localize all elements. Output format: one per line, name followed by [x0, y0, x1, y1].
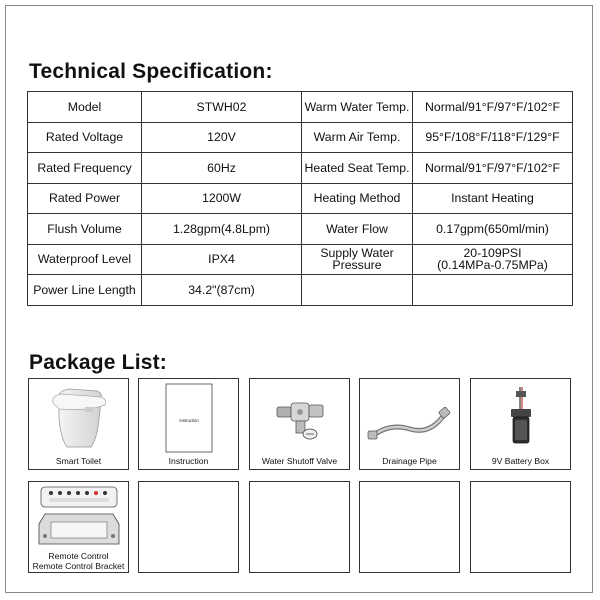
toilet-icon — [29, 379, 128, 459]
spec-row — [28, 244, 573, 275]
spec-row — [28, 92, 573, 123]
package-item-water-shutoff-valve — [249, 378, 350, 470]
package-item-label: Drainage Pipe — [382, 455, 437, 466]
spec-value-cell: 1.28gpm(4.8Lpm) — [142, 214, 302, 245]
spec-value-cell: 0.17gpm(650ml/min) — [413, 214, 573, 245]
package-item-9v-battery-box — [470, 378, 571, 470]
package-item-remote-control — [28, 481, 129, 573]
package-heading: Package List: — [29, 351, 167, 374]
package-item-label: 9V Battery Box — [491, 455, 550, 466]
spec-row — [28, 275, 573, 306]
package-item-empty — [138, 481, 239, 573]
spec-value-cell: 1200W — [142, 183, 302, 214]
spec-value-cell: Normal/91°F/97°F/102°F — [413, 153, 573, 184]
spec-label-cell: Heated Seat Temp. — [302, 153, 413, 184]
spec-value-cell: Instant Heating — [413, 183, 573, 214]
spec-row — [28, 183, 573, 214]
spec-heading: Technical Specification: — [29, 60, 273, 83]
spec-value-cell: STWH02 — [142, 92, 302, 123]
spec-value-cell — [413, 275, 573, 306]
package-item-label: Water Shutoff Valve — [261, 455, 338, 466]
pipe-icon — [360, 379, 459, 459]
spec-label-cell: Warm Water Temp. — [302, 92, 413, 123]
spec-label-cell — [302, 275, 413, 306]
spec-label-cell: Rated Voltage — [28, 122, 142, 153]
spec-table — [27, 91, 573, 306]
spec-value-cell: 60Hz — [142, 153, 302, 184]
spec-label-cell: Rated Frequency — [28, 153, 142, 184]
package-item-empty — [470, 481, 571, 573]
package-item-smart-toilet — [28, 378, 129, 470]
spec-label-cell: Warm Air Temp. — [302, 122, 413, 153]
package-item-drainage-pipe — [359, 378, 460, 470]
spec-value-cell: 34.2"(87cm) — [142, 275, 302, 306]
spec-label-cell: Water Flow — [302, 214, 413, 245]
spec-row — [28, 153, 573, 184]
battery-box-icon — [471, 379, 570, 459]
remote-control-icon — [29, 482, 128, 562]
package-item-label: Instruction — [168, 455, 209, 466]
spec-value-cell: 120V — [142, 122, 302, 153]
spec-value-cell: Normal/91°F/97°F/102°F — [413, 92, 573, 123]
spec-label-cell: Heating Method — [302, 183, 413, 214]
spec-label-cell: Supply Water Pressure — [302, 244, 413, 275]
package-item-label: Remote Control Remote Control Bracket — [32, 551, 125, 571]
package-item-empty — [249, 481, 350, 573]
manual-cover-text: Instruction — [179, 418, 199, 423]
package-item-instruction — [138, 378, 239, 470]
spec-label-cell: Power Line Length — [28, 275, 142, 306]
spec-value-cell: IPX4 — [142, 244, 302, 275]
spec-value-cell: 20-109PSI (0.14MPa-0.75MPa) — [413, 244, 573, 275]
package-item-empty — [359, 481, 460, 573]
spec-label-cell: Model — [28, 92, 142, 123]
spec-label-cell: Flush Volume — [28, 214, 142, 245]
spec-row — [28, 122, 573, 153]
valve-icon — [250, 379, 349, 459]
spec-label-cell: Rated Power — [28, 183, 142, 214]
spec-label-cell: Waterproof Level — [28, 244, 142, 275]
manual-icon — [139, 379, 238, 459]
package-item-label: Smart Toilet — [55, 455, 102, 466]
spec-row — [28, 214, 573, 245]
spec-value-cell: 95°F/108°F/118°F/129°F — [413, 122, 573, 153]
